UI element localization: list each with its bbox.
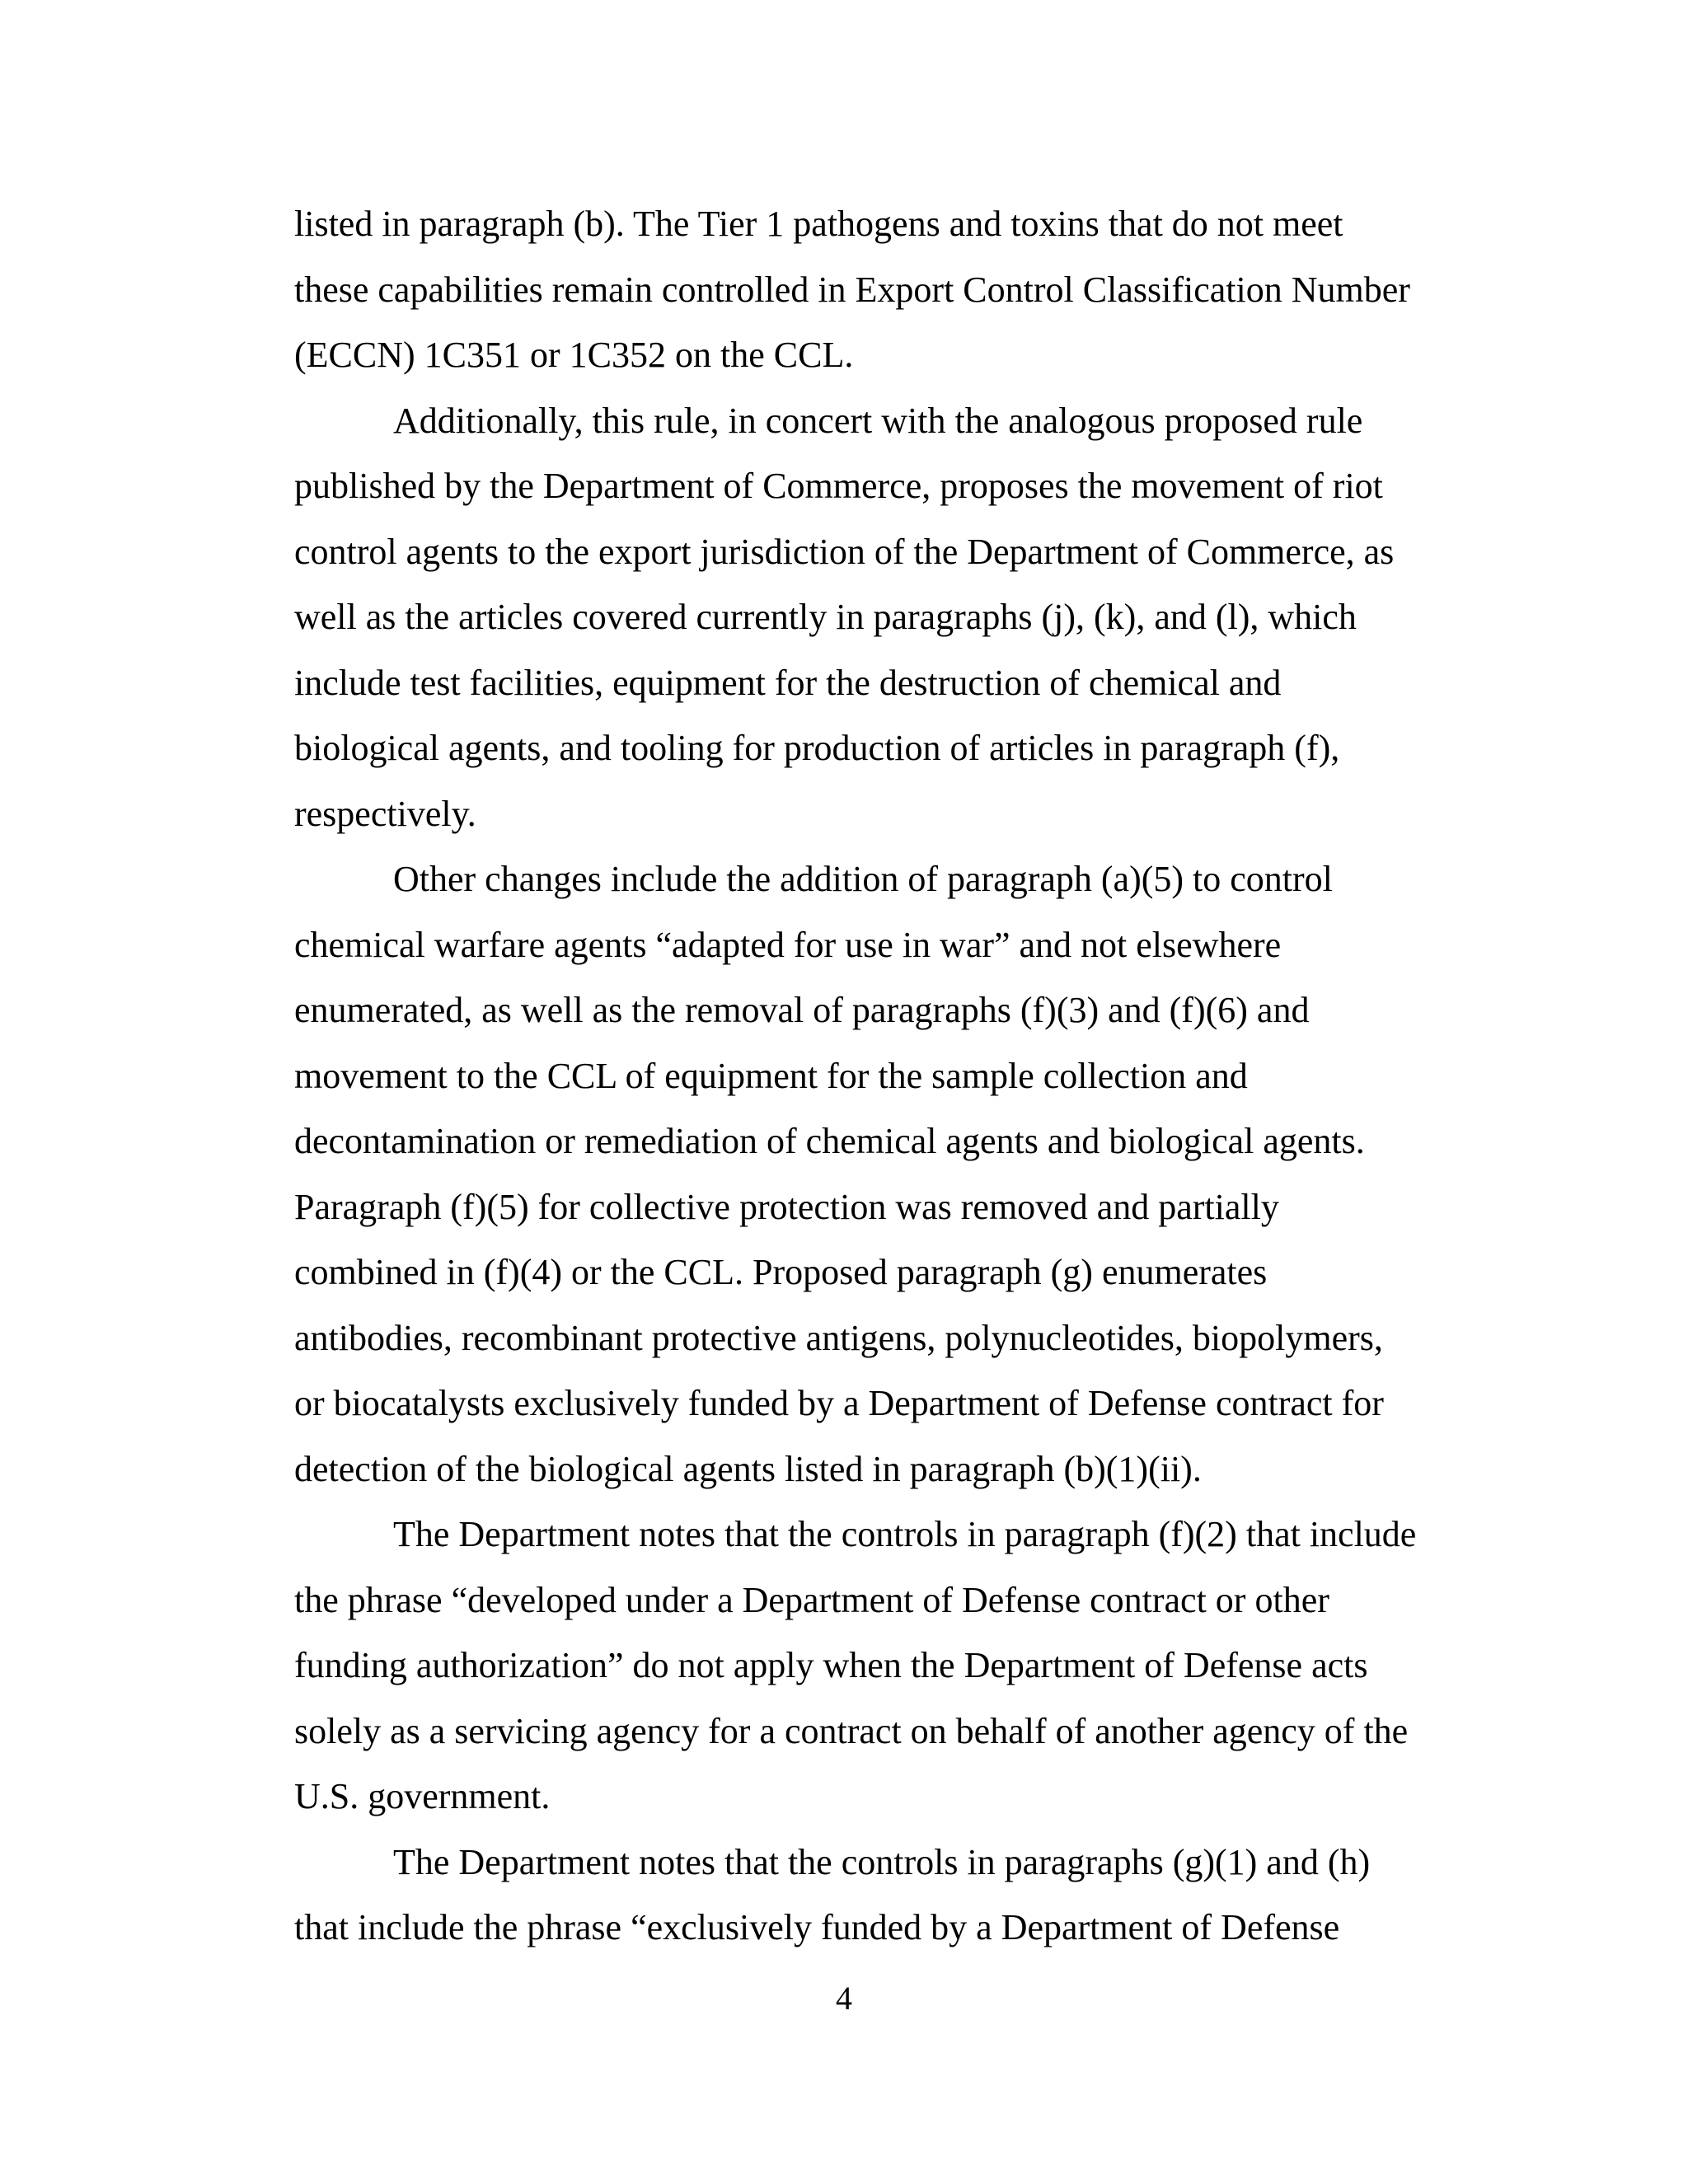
text-line: enumerated, as well as the removal of paragraphs (f)(3) and (f)(6) and <box>294 990 1310 1030</box>
text-line: control agents to the export jurisdiction of the Department of Commerce, as <box>294 531 1395 572</box>
text-line: Paragraph (f)(5) for collective protection was removed and partially <box>294 1186 1279 1227</box>
text-line: solely as a servicing agency for a contract on behalf of another agency of the <box>294 1710 1409 1751</box>
text-line: Other changes include the addition of paragraph (a)(5) to control <box>393 859 1333 899</box>
text-line: or biocatalysts exclusively funded by a Department of Defense contract for <box>294 1383 1384 1423</box>
paragraph <box>294 388 1481 847</box>
text-line: The Department notes that the controls in paragraphs (g)(1) and (h) <box>393 1841 1371 1882</box>
text-line: decontamination or remediation of chemical agents and biological agents. <box>294 1121 1365 1161</box>
text-line: movement to the CCL of equipment for the sample collection and <box>294 1055 1248 1096</box>
text-line: U.S. government. <box>294 1776 551 1816</box>
paragraph <box>294 1830 1481 1961</box>
body-text <box>294 191 1481 1961</box>
text-line: these capabilities remain controlled in Export Control Classification Number <box>294 269 1410 310</box>
text-line: funding authorization” do not apply when the Department of Defense acts <box>294 1645 1368 1685</box>
paragraph <box>294 846 1481 1502</box>
text-line: biological agents, and tooling for production of articles in paragraph (f), <box>294 728 1340 768</box>
page-number: 4 <box>836 1980 852 2017</box>
paragraph <box>294 191 1481 388</box>
text-line: well as the articles covered currently in paragraphs (j), (k), and (l), which <box>294 597 1357 637</box>
text-line: the phrase “developed under a Department of Defense contract or other <box>294 1579 1329 1620</box>
text-line: that include the phrase “exclusively funded by a Department of Defense <box>294 1907 1340 1947</box>
text-line: combined in (f)(4) or the CCL. Proposed paragraph (g) enumerates <box>294 1252 1268 1292</box>
text-line: (ECCN) 1C351 or 1C352 on the CCL. <box>294 335 854 375</box>
text-line: The Department notes that the controls in paragraph (f)(2) that include <box>393 1514 1417 1554</box>
text-line: detection of the biological agents listed in paragraph (b)(1)(ii). <box>294 1448 1202 1489</box>
text-line: include test facilities, equipment for the destruction of chemical and <box>294 662 1282 703</box>
paragraph <box>294 1502 1481 1830</box>
text-line: respectively. <box>294 793 476 834</box>
text-line: published by the Department of Commerce, proposes the movement of riot <box>294 466 1383 506</box>
text-line: Additionally, this rule, in concert with the analogous proposed rule <box>393 400 1363 441</box>
text-line: chemical warfare agents “adapted for use in war” and not elsewhere <box>294 924 1282 965</box>
text-line: listed in paragraph (b). The Tier 1 pathogens and toxins that do not meet <box>294 204 1343 244</box>
text-line: antibodies, recombinant protective antigens, polynucleotides, biopolymers, <box>294 1317 1383 1358</box>
